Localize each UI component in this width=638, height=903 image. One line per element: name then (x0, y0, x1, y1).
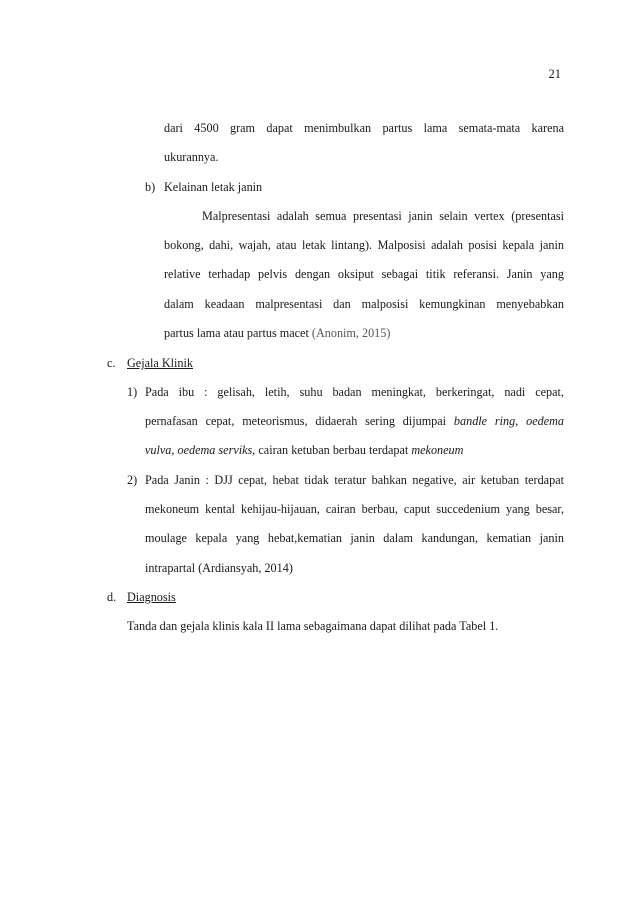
italic-term: bandle ring, oedema (453, 414, 564, 428)
page-number: 21 (548, 67, 561, 81)
section-marker: d. (107, 590, 117, 604)
list-marker: b) (145, 180, 156, 194)
italic-term: vulva, oedema serviks, (145, 443, 256, 457)
section-heading: Gejala Klinik (127, 356, 193, 370)
paragraph-line: dari 4500 gram dapat menimbulkan partus lama semata-mata karena (164, 121, 564, 135)
list-marker: 2) (127, 473, 138, 487)
paragraph-line: moulage kepala yang hebat,kematian janin dalam kandungan, kematian janin (145, 531, 564, 545)
citation: (Anonim, 2015) (311, 326, 391, 340)
paragraph-line: relative terhadap pelvis dengan oksiput sebagai titik referansi. Janin yang (164, 267, 564, 281)
italic-term: mekoneum (411, 443, 464, 457)
section-marker: c. (107, 356, 116, 370)
paragraph-line: bokong, dahi, wajah, atau letak lintang). Malposisi adalah posisi kepala janin (164, 238, 564, 252)
paragraph-text: cairan ketuban berbau terdapat (258, 443, 409, 457)
paragraph-line: Malpresentasi adalah semua presentasi janin selain vertex (presentasi (202, 209, 564, 223)
paragraph-line (145, 413, 564, 429)
paragraph-text: pernafasan cepat, meteorismus, didaerah sering dijumpai (145, 414, 447, 428)
paragraph-line: intrapartal (Ardiansyah, 2014) (145, 561, 293, 575)
paragraph-text: partus lama atau partus macet (164, 326, 309, 340)
paragraph-line (145, 442, 463, 458)
paragraph-line: Tanda dan gejala klinis kala II lama sebagaimana dapat dilihat pada Tabel 1. (127, 619, 499, 633)
paragraph-line: dalam keadaan malpresentasi dan malposisi kemungkinan menyebabkan (164, 297, 564, 311)
list-marker: 1) (127, 385, 138, 399)
paragraph-line: Pada ibu : gelisah, letih, suhu badan meningkat, berkeringat, nadi cepat, (145, 385, 564, 399)
section-heading: Diagnosis (127, 590, 176, 604)
paragraph-line: mekoneum kental kehijau-hijauan, cairan berbau, caput succedenium yang besar, (145, 502, 564, 516)
paragraph-line (164, 325, 390, 341)
paragraph-line: Pada Janin : DJJ cepat, hebat tidak teratur bahkan negative, air ketuban terdapat (145, 473, 564, 487)
subheading: Kelainan letak janin (164, 180, 263, 194)
paragraph-line: ukurannya. (164, 150, 219, 164)
